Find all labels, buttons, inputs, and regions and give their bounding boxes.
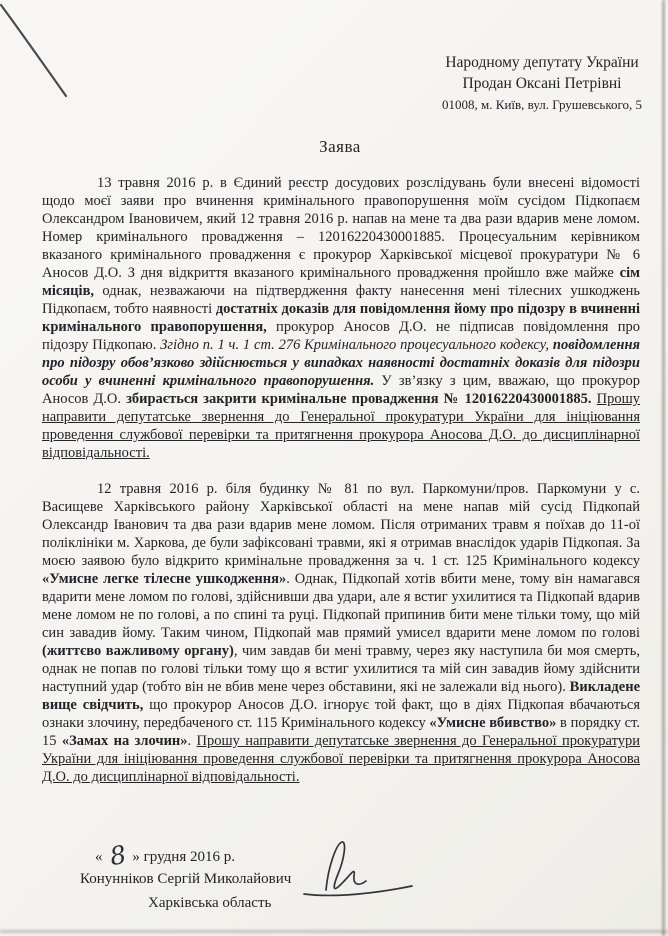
quote-open: « [95,849,103,865]
signatory-name: Конунніков Сергій Миколайович [80,871,292,887]
pen-stroke-mark [0,0,80,105]
paragraph-1: 13 травня 2016 р. в Єдиний реєстр досудових розслідувань були внесені відомості щодо моєї заяви про вчинення кримінального правопорушення моїм сусідом Підкопаєм Олександром Івановичем, який 12 травня 2016 р. напав на мене та два рази вдарив мене ломом. Номер кримінального провадження – 12016220430001885. Процесуальним керівником вказаного кримінального провадження є прокурор Харківської місцевої прокуратури № 6 Аносов Д.О. З дня відкриття вказаного кримінального провадження пройшло вже майже сім місяців, однак, незважаючи на підтвердження факту нанесення мені тілесних ушкоджень Підкопаєм, тобто наявності достатніх доказів для повідомлення йому про підозру в вчиненні кримінального правопорушення, прокурор Аносов Д.О. не підписав повідомлення про підозру Підкопаю. Згідно п. 1 ч. 1 ст. 276 Кримінального процесуального кодексу, повідомлення про підозру обов’язково здійснюється у випадках наявності достатніх доказів для підозри особи у вчиненні кримінального правопорушення. У зв’язку з цим, вважаю, що прокурор Аносов Д.О. збирається закрити кримінальне провадження № 12016220430001885. Прошу направити депутатське звернення до Генеральної прокуратури України для ініціювання проведення службової перевірки та притягнення прокурора Аносова Д.О. до дисциплінарної відповідальності. [42,175,640,461]
addressee-line-1: Народному депутату України [445,54,639,71]
addressee-line-2: Продан Оксані Петрівні [462,75,622,92]
document-body [42,174,640,804]
date-text: грудня 2016 р. [143,849,235,865]
scan-edge-shadow-right [662,0,665,936]
signatory-region: Харківська область [148,895,272,911]
addressee-address: 01008, м. Київ, вул. Грушевського, 5 [442,97,642,112]
scan-edge-shadow-bottom [0,930,668,933]
quote-close: » [132,849,140,865]
paragraph-2: 12 травня 2016 р. біля будинку № 81 по вул. Паркомуни/пров. Паркомуни у с. Васищеве Харківського району Харківської області на мене напав мій сусід Підкопай Олександр Іванович та два рази вдарив мене ломом. Після отриманих травм я поїхав до 11-ої поліклініки м. Харкова, де були зафіксовані травми, які я отримав внаслідок ударів Підкопая. За моєю заявою було відкрито кримінальне провадження за ч. 1 ст. 125 Кримінального кодексу «Умисне легке тілесне ушкодження». Однак, Підкопай хотів вбити мене, тому він намагався вдарити мене ломом по голові, здійснивши два удари, але я встиг ухилитися та Підкопай вдарив мене ломом не по голові, а по спині та руці. Підкопай припинив бити мене тільки тому, що мій син завадив йому. Таким чином, Підкопай мав прямий умисел вдарити мене ломом по голові (життєво важливому органу), чим завдав би мені травму, через яку наступила би моя смерть, однак не попав по голові тільки тому що я встиг ухилитися та мій син завадив йому здійснити наступний удар (тобто він не вбив мене через обставини, які не залежали від нього). Викладене вище свідчить, що прокурор Аносов Д.О. ігнорує той факт, що в діях Підкопая вбачаються ознаки злочину, передбаченого ст. 115 Кримінального кодексу «Умисне вбивство» в порядку ст. 15 «Замах на злочин». Прошу направити депутатське звернення до Генеральної прокуратури України для ініціювання проведення службової перевірки та притягнення прокурора Аносова Д.О. до дисциплінарної відповідальності. [42,481,641,785]
document-title: Заява [319,137,361,156]
addressee-block [442,52,642,115]
date-line [95,838,235,872]
handwritten-signature [296,836,418,900]
handwritten-day: 8 [107,839,128,872]
